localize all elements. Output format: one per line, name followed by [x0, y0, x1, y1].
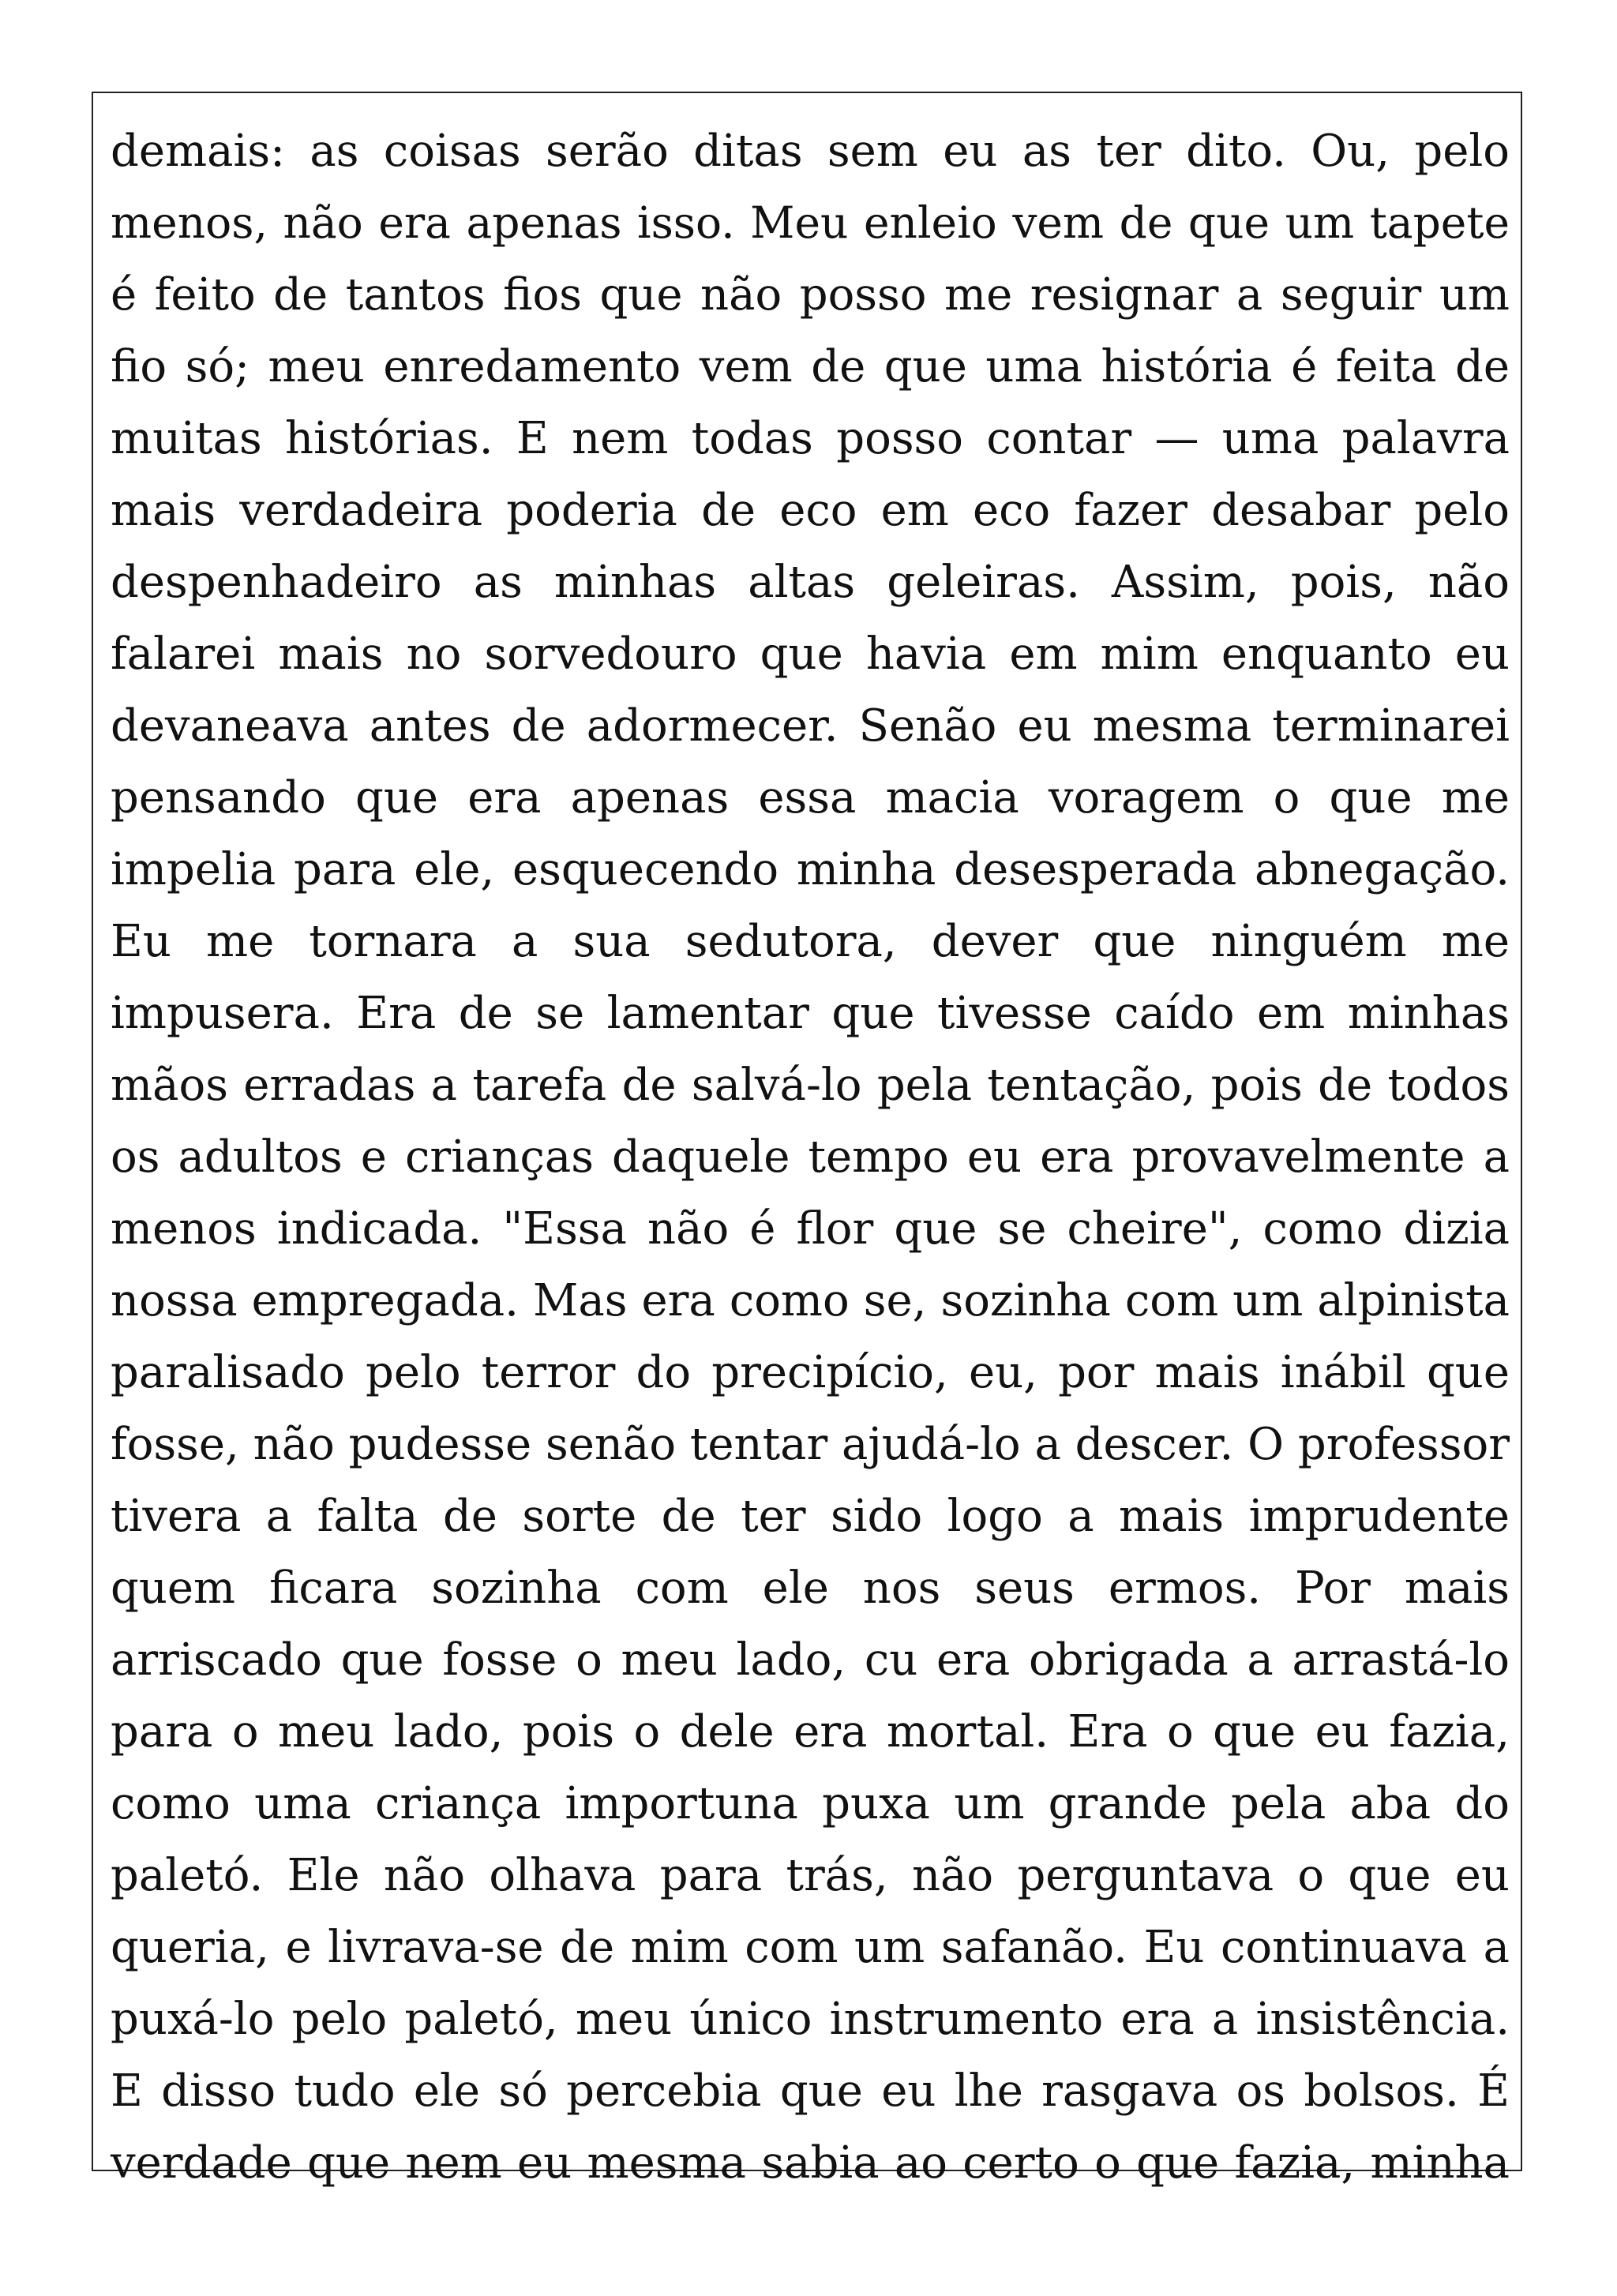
text-line-content: quem ficara sozinha com ele nos seus ermos. Por mais: [111, 1563, 1510, 1614]
text-line: [111, 1265, 1510, 1337]
text-line-content: paletó. Ele não olhava para trás, não perguntava o que eu: [111, 1850, 1510, 1901]
text-line: [111, 2055, 1510, 2127]
text-line-content: paralisado pelo terror do precipício, eu, por mais inábil que: [111, 1347, 1510, 1398]
text-line-content: menos, não era apenas isso. Meu enleio vem de que um tapete: [111, 197, 1510, 248]
text-line-content: muitas histórias. E nem todas posso contar — uma palavra: [111, 413, 1510, 464]
text-line: [111, 403, 1510, 475]
text-line-content: tivera a falta de sorte de ter sido logo a mais imprudente: [111, 1491, 1510, 1542]
text-line-content: queria, e livrava-se de mim com um safanão. Eu continuava a: [111, 1922, 1510, 1973]
text-line-content: pensando que era apenas essa macia voragem o que me: [111, 772, 1510, 823]
text-line: [111, 834, 1510, 906]
body-text: [111, 115, 1510, 2199]
text-line-content: devaneava antes de adormecer. Senão eu mesma terminarei: [111, 700, 1510, 752]
text-line-content: demais: as coisas serão ditas sem eu as ter dito. Ou, pelo: [111, 126, 1510, 177]
text-line-content: impusera. Era de se lamentar que tivesse caído em minhas: [111, 988, 1510, 1039]
text-line: [111, 1409, 1510, 1480]
text-line-content: Eu me tornara a sua sedutora, dever que ninguém me: [111, 916, 1510, 967]
text-line-content: menos indicada. "Essa não é flor que se cheire", como dizia: [111, 1203, 1510, 1255]
text-line: [111, 1983, 1510, 2055]
text-line-content: puxá-lo pelo paletó, meu único instrumento era a insistência.: [111, 1994, 1510, 2045]
text-line: [111, 1768, 1510, 1840]
text-line-content: como uma criança importuna puxa um grande pela aba do: [111, 1778, 1510, 1829]
text-line: [111, 115, 1510, 187]
text-line-content: falarei mais no sorvedouro que havia em mim enquanto eu: [111, 628, 1510, 680]
text-line-content: os adultos e crianças daquele tempo eu era provavelmente a: [111, 1131, 1510, 1183]
text-line: [111, 1049, 1510, 1121]
text-line-content: para o meu lado, pois o dele era mortal. Era o que eu fazia,: [111, 1706, 1510, 1758]
text-line-content: mais verdadeira poderia de eco em eco fazer desabar pelo: [111, 485, 1510, 536]
text-line: [111, 1337, 1510, 1409]
text-line: [111, 1696, 1510, 1768]
text-line-content: é feito de tantos fios que não posso me resignar a seguir um: [111, 269, 1510, 321]
text-line: [111, 546, 1510, 618]
text-line-content: verdade que nem eu mesma sabia ao certo o que fazia, minha: [111, 2137, 1510, 2189]
text-line-content: despenhadeiro as minhas altas geleiras. Assim, pois, não: [111, 557, 1510, 608]
text-line: [111, 762, 1510, 834]
text-line: [111, 1624, 1510, 1696]
text-line-content: impelia para ele, esquecendo minha desesperada abnegação.: [111, 844, 1510, 895]
text-line: [111, 259, 1510, 331]
text-line-content: mãos erradas a tarefa de salvá-lo pela tentação, pois de todos: [111, 1060, 1510, 1111]
text-line: [111, 1552, 1510, 1624]
text-line-content: E disso tudo ele só percebia que eu lhe rasgava os bolsos. É: [111, 2065, 1510, 2117]
text-line: [111, 187, 1510, 259]
text-line-content: arriscado que fosse o meu lado, cu era obrigada a arrastá-lo: [111, 1634, 1510, 1686]
text-line: [111, 1193, 1510, 1265]
text-line: [111, 977, 1510, 1049]
text-line: [111, 1840, 1510, 1911]
text-line: [111, 331, 1510, 403]
text-line: [111, 1121, 1510, 1193]
text-line: [111, 475, 1510, 546]
text-line: [111, 906, 1510, 977]
text-line: [111, 690, 1510, 762]
text-line-content: fio só; meu enredamento vem de que uma história é feita de: [111, 341, 1510, 392]
text-line: [111, 1911, 1510, 1983]
text-line: [111, 618, 1510, 690]
text-line: [111, 1480, 1510, 1552]
text-line: [111, 2127, 1510, 2199]
text-line-content: nossa empregada. Mas era como se, sozinha com um alpinista: [111, 1275, 1510, 1326]
text-line-content: fosse, não pudesse senão tentar ajudá-lo a descer. O professor: [111, 1419, 1510, 1470]
